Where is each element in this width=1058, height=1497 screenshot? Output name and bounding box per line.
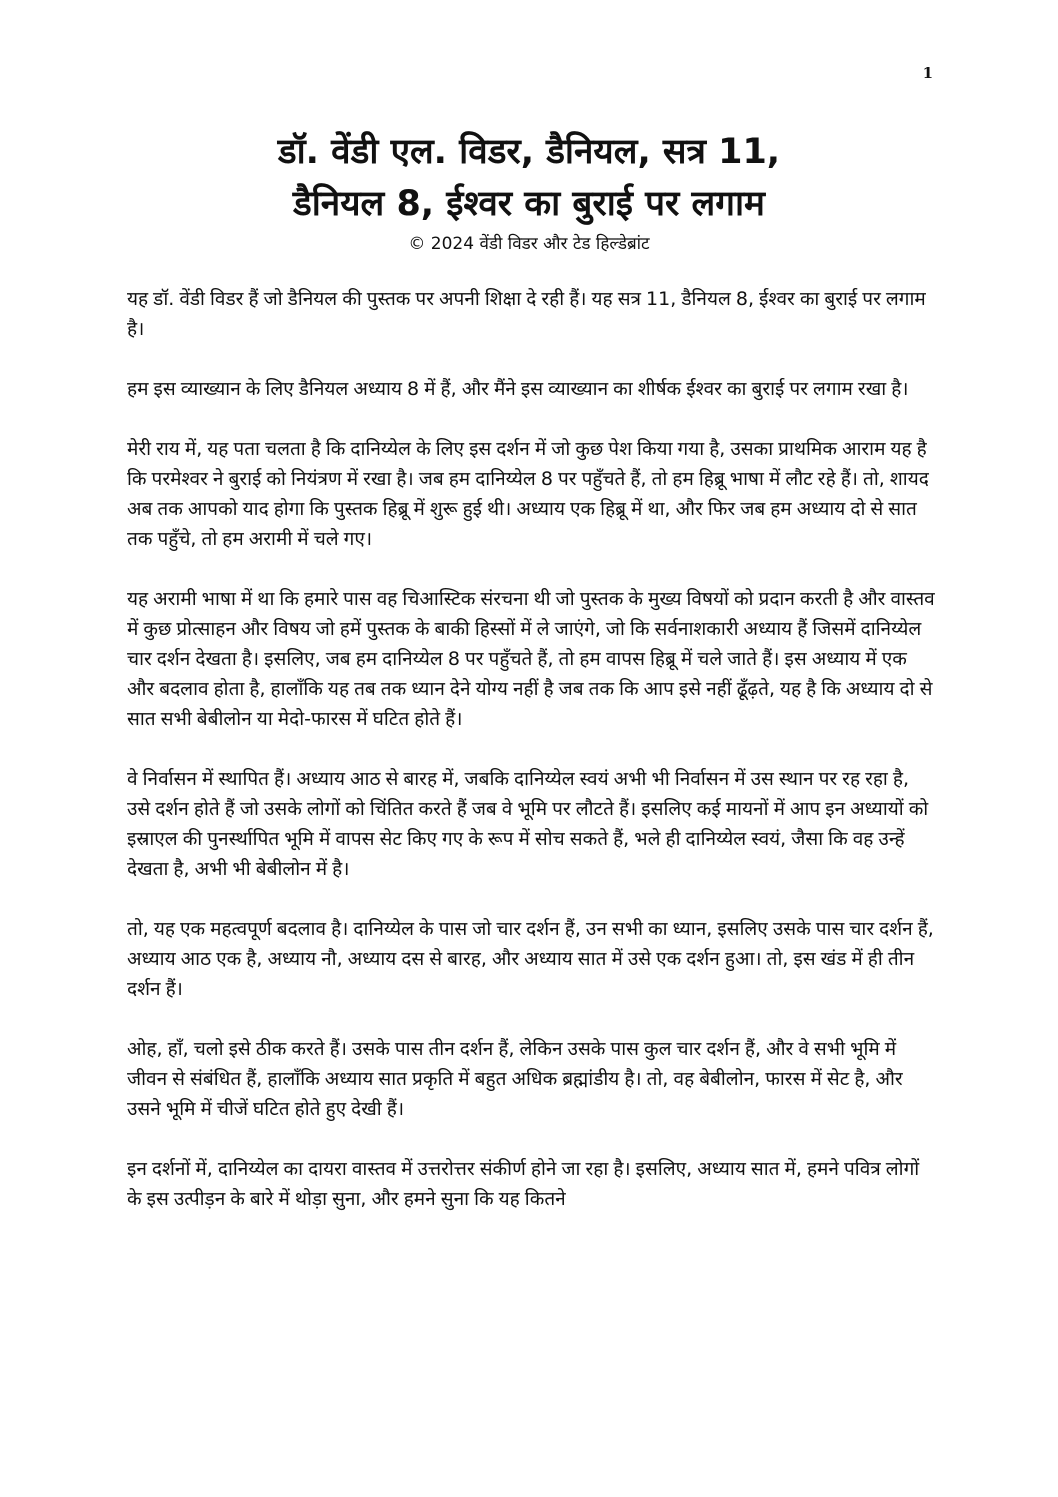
page-number: 1: [922, 64, 933, 82]
copyright-notice: © 2024 वेंडी विडर और टेड हिल्डेब्रांट: [408, 234, 650, 254]
paragraph-1: यह डॉ. वेंडी विडर हैं जो डैनियल की पुस्तक पर अपनी शिक्षा दे रही हैं। यह सत्र 11, डैनियल 8, ईश्वर का बुराई पर लगाम है।: [127, 288, 926, 340]
paragraph-5: वे निर्वासन में स्थापित हैं। अध्याय आठ से बारह में, जबकि दानिय्येल स्वयं अभी भी निर्वासन में उस स्थान पर रह रहा है, उसे दर्शन होते हैं जो उसके लोगों को चिंतित करते हैं जब वे भूमि पर लौटते हैं। इसलिए कई मायनों में आप इन अध्यायों को इस्राएल की पुनर्स्थापित भूमि में वापस सेट किए गए के रूप में सोच सकते हैं, भले ही दानिय्येल स्वयं, जैसा कि वह उन्हें देखता है, अभी भी बेबीलोन में है।: [127, 768, 929, 880]
paragraph-2: हम इस व्याख्यान के लिए डैनियल अध्याय 8 में हैं, और मैंने इस व्याख्यान का शीर्षक ईश्वर का बुराई पर लगाम रखा है।: [127, 378, 909, 400]
paragraph-3: मेरी राय में, यह पता चलता है कि दानिय्येल के लिए इस दर्शन में जो कुछ पेश किया गया है, उसका प्राथमिक आराम यह है कि परमेश्वर ने बुराई को नियंत्रण में रखा है। जब हम दानिय्येल 8 पर पहुँचते हैं, तो हम हिब्रू भाषा में लौट रहे हैं। तो, शायद अब तक आपको याद होगा कि पुस्तक हिब्रू में शुरू हुई थी। अध्याय एक हिब्रू में था, और फिर जब हम अध्याय दो से सात तक पहुँचे, तो हम अरामी में चले गए।: [127, 438, 929, 550]
title-line-1: डॉ. वेंडी एल. विडर, डैनियल, सत्र 11,: [277, 132, 781, 172]
paragraph-8: इन दर्शनों में, दानिय्येल का दायरा वास्तव में उत्तरोत्तर संकीर्ण होने जा रहा है। इसलिए, अध्याय सात में, हमने पवित्र लोगों के इस उत्पीड़न के बारे में थोड़ा सुना, और हमने सुना कि यह कितने: [127, 1158, 920, 1210]
document-header: [120, 126, 938, 256]
paragraph-4: यह अरामी भाषा में था कि हमारे पास वह चिआस्टिक संरचना थी जो पुस्तक के मुख्य विषयों को प्रदान करती है और वास्तव में कुछ प्रोत्साहन और विषय जो हमें पुस्तक के बाकी हिस्सों में ले जाएंगे, जो कि सर्वनाशकारी अध्याय हैं जिसमें दानिय्येल चार दर्शन देखता है। इसलिए, जब हम दानिय्येल 8 पर पहुँचते हैं, तो हम वापस हिब्रू में चले जाते हैं। इस अध्याय में एक और बदलाव होता है, हालाँकि यह तब तक ध्यान देने योग्य नहीं है जब तक कि आप इसे नहीं ढूँढ़ते, यह है कि अध्याय दो से सात सभी बेबीलोन या मेदो-फारस में घटित होते हैं।: [127, 588, 935, 730]
document-title: [120, 126, 938, 230]
title-line-2: डैनियल 8, ईश्वर का बुराई पर लगाम: [293, 184, 765, 224]
paragraph-6: तो, यह एक महत्वपूर्ण बदलाव है। दानिय्येल के पास जो चार दर्शन हैं, उन सभी का ध्यान, इसलिए उसके पास चार दर्शन हैं, अध्याय आठ एक है, अध्याय नौ, अध्याय दस से बारह, और अध्याय सात में उसे एक दर्शन हुआ। तो, इस खंड में ही तीन दर्शन हैं।: [127, 918, 934, 1000]
paragraph-7: ओह, हाँ, चलो इसे ठीक करते हैं। उसके पास तीन दर्शन हैं, लेकिन उसके पास कुल चार दर्शन हैं, और वे सभी भूमि में जीवन से संबंधित हैं, हालाँकि अध्याय सात प्रकृति में बहुत अधिक ब्रह्मांडीय है। तो, वह बेबीलोन, फारस में सेट है, और उसने भूमि में चीजें घटित होते हुए देखी हैं।: [127, 1038, 903, 1120]
document-body: [127, 284, 937, 1244]
